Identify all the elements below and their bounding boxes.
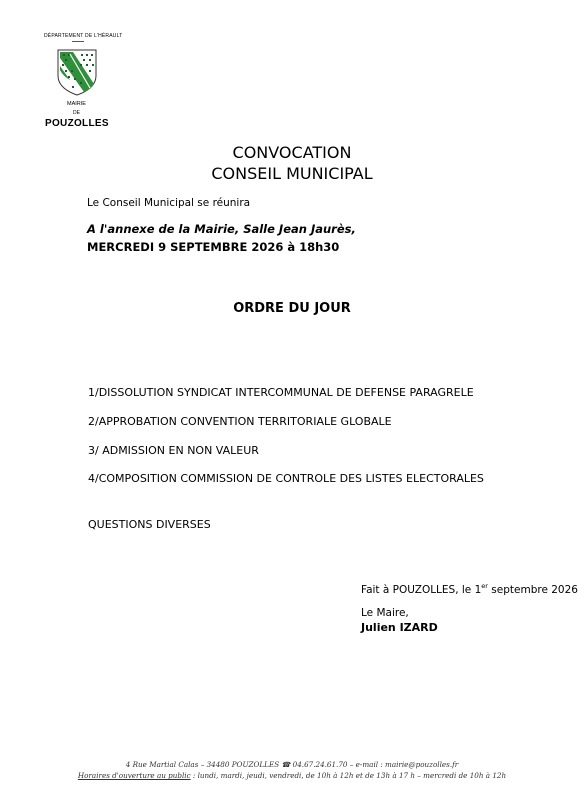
signature-place-date [361,582,578,596]
document-subtitle: CONSEIL MUNICIPAL [211,164,373,183]
place-prefix: Fait à POUZOLLES, le 1 [361,584,482,596]
footer-hours-text: : lundi, mardi, jeudi, vendredi, de 10h à 12h et de 13h à 17 h – mercredi de 10h à 12h [190,771,507,780]
meeting-location: A l'annexe de la Mairie, Salle Jean Jaurès, [87,222,356,236]
agenda-item: 3/ ADMISSION EN NON VALEUR [88,444,259,457]
place-superscript: er [481,582,488,590]
town-name: POUZOLLES [45,118,109,129]
signatory-role: Le Maire, [361,607,409,619]
department-label: DÉPARTEMENT DE L'HÉRAULT [44,33,123,39]
agenda-item: 1/DISSOLUTION SYNDICAT INTERCOMMUNAL DE DEFENSE PARAGRELE [88,386,474,399]
footer-hours [0,771,584,780]
meeting-date: MERCREDI 9 SEPTEMBRE 2026 à 18h30 [87,240,340,254]
agenda-item: 2/APPROBATION CONVENTION TERRITORIALE GLOBALE [88,415,392,428]
agenda-item: 4/COMPOSITION COMMISSION DE CONTROLE DES LISTES ELECTORALES [88,472,484,485]
document-title: CONVOCATION [232,143,352,162]
footer-address: 4 Rue Martial Calas – 34480 POUZOLLES ☎ 04.67.24.61.70 – e-mail : mairie@pouzolles.fr [125,760,459,769]
header-divider [72,41,84,42]
agenda-heading: ORDRE DU JOUR [233,301,351,316]
place-suffix: septembre 2026 [487,584,578,596]
mairie-label: MAIRIE [67,101,86,107]
footer-hours-label: Horaires d'ouverture au public [77,771,191,780]
questions-diverses: QUESTIONS DIVERSES [88,518,211,531]
signatory-name: Julien IZARD [361,621,438,634]
de-label: DE [73,110,80,116]
intro-text: Le Conseil Municipal se réunira [87,197,251,209]
coat-of-arms-icon [56,48,98,96]
